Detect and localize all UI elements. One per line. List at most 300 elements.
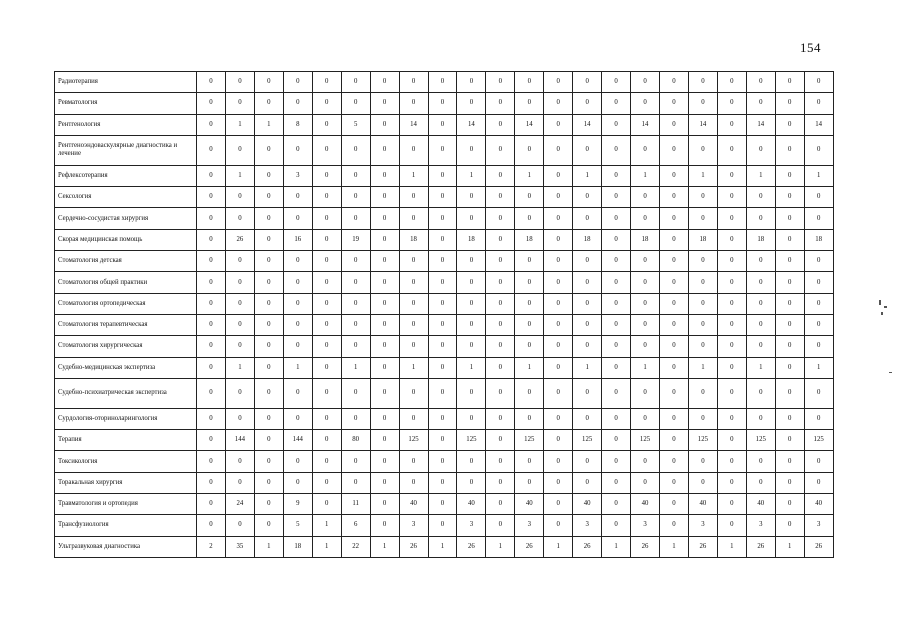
table-cell: 0 (486, 165, 515, 186)
scan-speck (881, 312, 883, 315)
table-cell: 0 (631, 135, 660, 165)
table-cell: 0 (602, 430, 631, 451)
table-cell: 0 (775, 135, 804, 165)
table-cell: 0 (428, 314, 457, 335)
table-cell: 0 (544, 272, 573, 293)
table-cell: 0 (688, 251, 717, 272)
table-cell: 14 (399, 114, 428, 135)
table-cell: 0 (515, 251, 544, 272)
table-cell: 0 (573, 472, 602, 493)
table-cell: 3 (688, 515, 717, 536)
table-cell: 0 (197, 293, 226, 314)
table-cell: 125 (399, 430, 428, 451)
table-cell: 125 (746, 430, 775, 451)
table-cell: 125 (688, 430, 717, 451)
table-cell: 3 (573, 515, 602, 536)
table-cell: 0 (254, 314, 283, 335)
table-cell: 0 (486, 378, 515, 408)
table-cell: 0 (486, 430, 515, 451)
table-cell: 0 (428, 408, 457, 429)
table-cell: 0 (660, 93, 689, 114)
table-cell: 0 (631, 72, 660, 93)
table-cell: 0 (283, 93, 312, 114)
table-cell: 18 (283, 536, 312, 557)
table-cell: 0 (775, 229, 804, 250)
table-cell: 0 (254, 165, 283, 186)
table-cell: 0 (428, 165, 457, 186)
table-cell: 0 (717, 293, 746, 314)
table-cell: 0 (717, 208, 746, 229)
table-cell: 0 (631, 208, 660, 229)
table-cell: 0 (312, 357, 341, 378)
table-cell: 0 (399, 408, 428, 429)
table-cell: 0 (775, 494, 804, 515)
table-cell: 0 (399, 93, 428, 114)
table-cell: 0 (254, 251, 283, 272)
table-cell: 0 (515, 314, 544, 335)
table-cell: 0 (370, 515, 399, 536)
row-label: Сексология (55, 187, 197, 208)
table-cell: 0 (688, 314, 717, 335)
table-cell: 0 (197, 357, 226, 378)
table-cell: 0 (486, 229, 515, 250)
table-cell: 0 (660, 378, 689, 408)
table-cell: 1 (660, 536, 689, 557)
table-cell: 0 (775, 430, 804, 451)
table-cell: 0 (746, 272, 775, 293)
table-cell: 0 (775, 187, 804, 208)
table-cell: 0 (717, 408, 746, 429)
table-cell: 0 (717, 135, 746, 165)
table-cell: 0 (283, 208, 312, 229)
table-cell: 0 (573, 208, 602, 229)
table-cell: 0 (544, 229, 573, 250)
table-cell: 0 (370, 314, 399, 335)
table-cell: 0 (746, 472, 775, 493)
table-cell: 0 (515, 208, 544, 229)
table-cell: 0 (399, 472, 428, 493)
table-cell: 6 (341, 515, 370, 536)
table-cell: 0 (225, 135, 254, 165)
table-cell: 0 (544, 378, 573, 408)
table-cell: 0 (428, 135, 457, 165)
table-cell: 0 (370, 494, 399, 515)
table-cell: 0 (197, 229, 226, 250)
table-cell: 40 (573, 494, 602, 515)
table-cell: 0 (775, 378, 804, 408)
table-cell: 0 (254, 430, 283, 451)
table-cell: 0 (197, 378, 226, 408)
table-cell: 0 (688, 293, 717, 314)
table-cell: 0 (486, 135, 515, 165)
table-cell: 0 (283, 72, 312, 93)
table-cell: 18 (688, 229, 717, 250)
table-cell: 0 (544, 72, 573, 93)
table-cell: 0 (486, 72, 515, 93)
table-cell: 0 (197, 93, 226, 114)
table-cell: 0 (804, 293, 833, 314)
page-number: 154 (800, 40, 821, 55)
table-cell: 1 (631, 165, 660, 186)
table-cell: 0 (515, 472, 544, 493)
table-cell: 0 (399, 451, 428, 472)
row-label: Ультразвуковая диагностика (55, 536, 197, 557)
table-cell: 0 (631, 293, 660, 314)
table-cell: 125 (573, 430, 602, 451)
table-cell: 0 (197, 187, 226, 208)
table-cell: 0 (515, 451, 544, 472)
scan-speck (889, 372, 892, 373)
row-label: Стоматология хирургическая (55, 336, 197, 357)
table-cell: 0 (283, 451, 312, 472)
table-cell: 1 (746, 165, 775, 186)
table-cell: 0 (544, 408, 573, 429)
table-cell: 0 (399, 272, 428, 293)
table-cell: 0 (370, 293, 399, 314)
table-cell: 0 (225, 451, 254, 472)
data-table (54, 71, 834, 558)
table-cell: 0 (515, 72, 544, 93)
row-label: Травматология и ортопедия (55, 494, 197, 515)
table-cell: 0 (631, 472, 660, 493)
table-cell: 0 (197, 208, 226, 229)
table-cell: 1 (225, 165, 254, 186)
scan-speck (884, 306, 887, 308)
table-cell: 0 (486, 93, 515, 114)
table-cell: 3 (631, 515, 660, 536)
table-cell: 0 (197, 314, 226, 335)
table-cell: 1 (254, 114, 283, 135)
table-cell: 0 (515, 272, 544, 293)
table-cell: 18 (804, 229, 833, 250)
table-cell: 0 (660, 165, 689, 186)
table-cell: 0 (457, 251, 486, 272)
table-cell: 0 (515, 93, 544, 114)
table-cell: 1 (283, 357, 312, 378)
table-cell: 0 (486, 472, 515, 493)
table-cell: 0 (660, 72, 689, 93)
table-cell: 0 (312, 451, 341, 472)
table-cell: 18 (746, 229, 775, 250)
table-cell: 0 (254, 72, 283, 93)
table-cell: 0 (602, 451, 631, 472)
table-cell: 0 (283, 251, 312, 272)
table-cell: 0 (225, 272, 254, 293)
table-cell: 0 (428, 357, 457, 378)
table-cell: 0 (370, 451, 399, 472)
table-cell: 0 (602, 208, 631, 229)
table-row (55, 93, 834, 114)
table-cell: 0 (312, 494, 341, 515)
table-cell: 0 (312, 430, 341, 451)
table-cell: 0 (717, 472, 746, 493)
table-cell: 0 (399, 378, 428, 408)
table-cell: 0 (486, 357, 515, 378)
table-cell: 0 (688, 408, 717, 429)
table-cell: 0 (515, 293, 544, 314)
table-cell: 0 (254, 187, 283, 208)
table-cell: 0 (573, 93, 602, 114)
table-cell: 0 (197, 494, 226, 515)
table-cell: 0 (341, 72, 370, 93)
table-cell: 0 (312, 336, 341, 357)
table-cell: 0 (486, 494, 515, 515)
table-cell: 0 (717, 93, 746, 114)
table-row (55, 408, 834, 429)
table-cell: 0 (804, 451, 833, 472)
table-cell: 0 (341, 135, 370, 165)
table-cell: 18 (573, 229, 602, 250)
table-cell: 0 (688, 336, 717, 357)
table-row (55, 72, 834, 93)
table-cell: 0 (746, 187, 775, 208)
table-cell: 26 (399, 536, 428, 557)
table-row (55, 114, 834, 135)
table-cell: 0 (775, 208, 804, 229)
table-cell: 0 (370, 430, 399, 451)
table-cell: 0 (225, 72, 254, 93)
table-cell: 0 (602, 187, 631, 208)
table-cell: 0 (717, 494, 746, 515)
table-cell: 125 (457, 430, 486, 451)
table-cell: 0 (602, 251, 631, 272)
table-cell: 0 (660, 430, 689, 451)
table-cell: 0 (602, 72, 631, 93)
table-cell: 0 (225, 251, 254, 272)
table-cell: 0 (428, 494, 457, 515)
table-cell: 0 (428, 229, 457, 250)
table-cell: 0 (428, 251, 457, 272)
table-cell: 0 (428, 72, 457, 93)
table-cell: 0 (602, 229, 631, 250)
table-cell: 0 (544, 187, 573, 208)
table-row (55, 336, 834, 357)
table-cell: 0 (283, 336, 312, 357)
table-cell: 0 (428, 451, 457, 472)
table-cell: 0 (775, 472, 804, 493)
table-cell: 0 (312, 272, 341, 293)
row-label: Рефлексотерапия (55, 165, 197, 186)
table-cell: 0 (804, 314, 833, 335)
table-cell: 0 (457, 135, 486, 165)
table-cell: 0 (370, 251, 399, 272)
table-cell: 1 (312, 536, 341, 557)
table-cell: 0 (746, 378, 775, 408)
table-cell: 0 (486, 208, 515, 229)
table-cell: 1 (370, 536, 399, 557)
table-cell: 1 (457, 357, 486, 378)
table-cell: 0 (544, 314, 573, 335)
table-cell: 0 (341, 251, 370, 272)
table-cell: 0 (688, 187, 717, 208)
table-row (55, 536, 834, 557)
table-cell: 0 (804, 251, 833, 272)
table-cell: 0 (312, 314, 341, 335)
table-cell: 0 (660, 272, 689, 293)
table-cell: 0 (486, 251, 515, 272)
table-cell: 0 (631, 272, 660, 293)
table-cell: 0 (775, 357, 804, 378)
table-cell: 0 (717, 114, 746, 135)
table-cell: 0 (486, 272, 515, 293)
table-cell: 0 (457, 93, 486, 114)
row-label: Радиотерапия (55, 72, 197, 93)
table-cell: 0 (457, 378, 486, 408)
table-cell: 0 (341, 187, 370, 208)
table-cell: 0 (486, 314, 515, 335)
table-cell: 0 (486, 515, 515, 536)
table-row (55, 314, 834, 335)
table-cell: 0 (428, 93, 457, 114)
table-cell: 0 (746, 72, 775, 93)
table-row (55, 451, 834, 472)
table-cell: 0 (370, 378, 399, 408)
table-cell: 0 (544, 135, 573, 165)
table-row (55, 357, 834, 378)
table-cell: 0 (486, 408, 515, 429)
table-cell: 1 (399, 165, 428, 186)
table-cell: 0 (254, 135, 283, 165)
table-cell: 1 (515, 165, 544, 186)
table-cell: 0 (341, 93, 370, 114)
table-cell: 0 (631, 314, 660, 335)
table-cell: 3 (283, 165, 312, 186)
table-cell: 0 (746, 251, 775, 272)
table-cell: 0 (370, 187, 399, 208)
table-cell: 0 (573, 72, 602, 93)
table-cell: 26 (804, 536, 833, 557)
table-cell: 0 (631, 187, 660, 208)
table-cell: 125 (631, 430, 660, 451)
table-cell: 0 (341, 272, 370, 293)
table-cell: 0 (428, 472, 457, 493)
table-row (55, 472, 834, 493)
table-row (55, 187, 834, 208)
table-cell: 40 (399, 494, 428, 515)
table-cell: 0 (399, 72, 428, 93)
table-cell: 0 (573, 451, 602, 472)
table-cell: 0 (660, 293, 689, 314)
table-cell: 0 (746, 93, 775, 114)
table-cell: 0 (283, 408, 312, 429)
table-cell: 0 (746, 408, 775, 429)
table-cell: 0 (197, 451, 226, 472)
table-cell: 0 (312, 208, 341, 229)
table-cell: 0 (254, 515, 283, 536)
table-cell: 0 (717, 451, 746, 472)
table-cell: 1 (428, 536, 457, 557)
table-cell: 0 (428, 336, 457, 357)
table-cell: 1 (573, 165, 602, 186)
row-label: Сурдология-оториноларингология (55, 408, 197, 429)
table-cell: 0 (544, 357, 573, 378)
table-cell: 0 (804, 408, 833, 429)
table-cell: 125 (804, 430, 833, 451)
table-cell: 0 (544, 114, 573, 135)
table-cell: 0 (370, 472, 399, 493)
table-cell: 0 (573, 251, 602, 272)
table-cell: 0 (428, 430, 457, 451)
table-cell: 0 (544, 430, 573, 451)
table-cell: 0 (457, 272, 486, 293)
table-cell: 0 (804, 208, 833, 229)
table-cell: 0 (370, 114, 399, 135)
table-cell: 0 (602, 378, 631, 408)
table-cell: 0 (225, 515, 254, 536)
table-cell: 0 (399, 135, 428, 165)
table-cell: 0 (197, 515, 226, 536)
table-cell: 0 (225, 472, 254, 493)
table-cell: 3 (515, 515, 544, 536)
table-cell: 0 (283, 272, 312, 293)
table-cell: 144 (283, 430, 312, 451)
table-cell: 0 (254, 293, 283, 314)
table-cell: 0 (312, 165, 341, 186)
table-row (55, 251, 834, 272)
table-cell: 0 (660, 336, 689, 357)
table-cell: 0 (660, 135, 689, 165)
table-cell: 0 (688, 451, 717, 472)
table-cell: 0 (717, 430, 746, 451)
table-cell: 0 (746, 135, 775, 165)
table-cell: 0 (254, 272, 283, 293)
table-cell: 0 (399, 293, 428, 314)
table-cell: 18 (457, 229, 486, 250)
table-cell: 14 (746, 114, 775, 135)
table-cell: 1 (746, 357, 775, 378)
table-cell: 18 (515, 229, 544, 250)
table-cell: 1 (544, 536, 573, 557)
table-cell: 0 (225, 187, 254, 208)
row-label: Рентгеноэндоваскулярные диагностика и лечение (55, 135, 197, 165)
table-cell: 0 (341, 378, 370, 408)
table-cell: 0 (775, 93, 804, 114)
table-cell: 0 (631, 408, 660, 429)
table-cell: 0 (544, 472, 573, 493)
row-label: Терапия (55, 430, 197, 451)
table-cell: 5 (283, 515, 312, 536)
table-cell: 0 (717, 187, 746, 208)
table-cell: 0 (717, 357, 746, 378)
row-label: Торакальная хирургия (55, 472, 197, 493)
table-cell: 0 (804, 187, 833, 208)
table-cell: 0 (370, 165, 399, 186)
table-cell: 0 (399, 208, 428, 229)
table-cell: 26 (573, 536, 602, 557)
table-cell: 0 (225, 378, 254, 408)
table-cell: 0 (370, 408, 399, 429)
table-cell: 0 (544, 208, 573, 229)
table-cell: 3 (457, 515, 486, 536)
table-cell: 1 (688, 165, 717, 186)
table-cell: 0 (312, 114, 341, 135)
table-cell: 0 (197, 272, 226, 293)
table-cell: 0 (197, 114, 226, 135)
table-cell: 1 (399, 357, 428, 378)
table-cell: 0 (399, 187, 428, 208)
table-cell: 14 (515, 114, 544, 135)
table-cell: 26 (457, 536, 486, 557)
table-cell: 0 (312, 93, 341, 114)
table-cell: 0 (746, 336, 775, 357)
table-cell: 0 (254, 93, 283, 114)
table-cell: 144 (225, 430, 254, 451)
table-cell: 0 (341, 165, 370, 186)
table-cell: 0 (602, 114, 631, 135)
row-label: Ревматология (55, 93, 197, 114)
table-cell: 11 (341, 494, 370, 515)
table-cell: 0 (602, 357, 631, 378)
